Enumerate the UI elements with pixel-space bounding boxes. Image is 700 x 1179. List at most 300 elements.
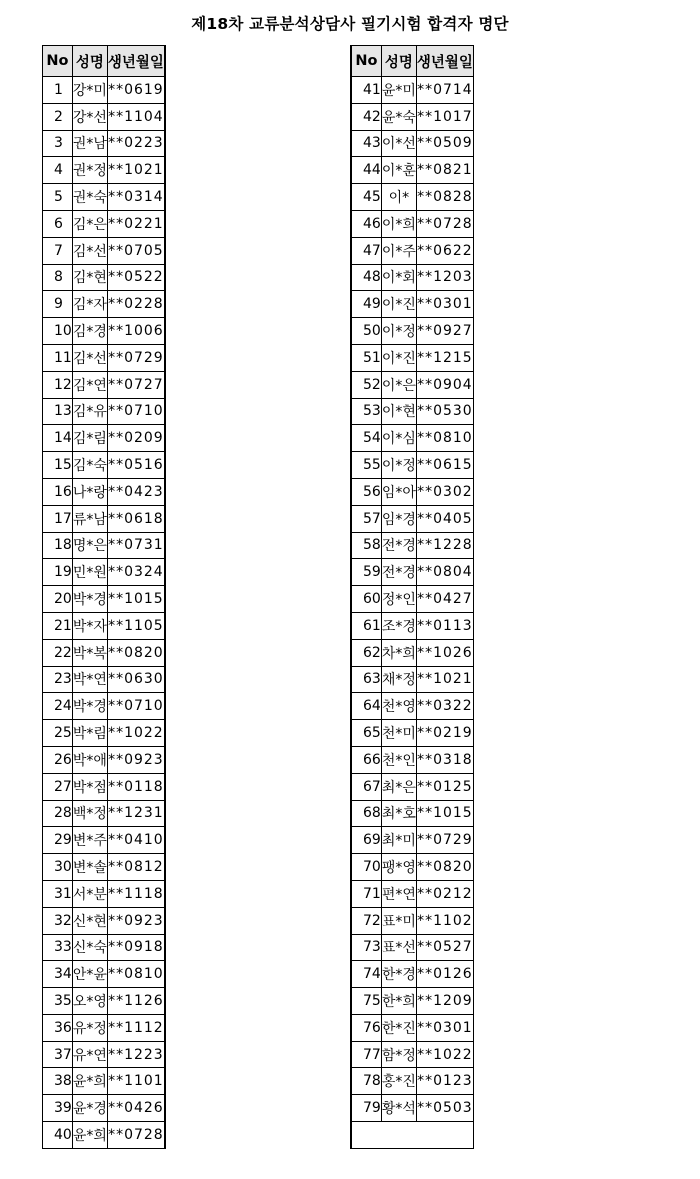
table-row	[43, 210, 165, 237]
row-birthdate: **1017	[416, 103, 473, 130]
row-number: 40	[43, 1122, 73, 1149]
row-name: 민*원	[72, 559, 107, 586]
row-birthdate: **0322	[416, 693, 473, 720]
row-birthdate: **0209	[107, 425, 165, 452]
row-birthdate: **0212	[416, 880, 473, 907]
row-number: 9	[43, 291, 73, 318]
table-row	[351, 157, 473, 184]
row-number: 16	[43, 478, 73, 505]
left-results-table	[42, 45, 166, 1149]
row-name: 윤*희	[72, 1122, 107, 1149]
row-birthdate: **0622	[416, 237, 473, 264]
row-name: 이*회	[381, 264, 416, 291]
row-number: 60	[351, 586, 381, 613]
row-name: 김*연	[72, 371, 107, 398]
row-name: 이*	[381, 184, 416, 211]
row-number: 65	[351, 720, 381, 747]
row-name: 박*점	[72, 773, 107, 800]
row-name: 채*정	[381, 666, 416, 693]
row-number: 70	[351, 854, 381, 881]
table-row	[43, 398, 165, 425]
row-number: 44	[351, 157, 381, 184]
row-name: 한*경	[381, 961, 416, 988]
row-name: 안*윤	[72, 961, 107, 988]
row-number: 37	[43, 1041, 73, 1068]
row-birthdate: **1021	[107, 157, 165, 184]
table-row	[43, 318, 165, 345]
table-row	[43, 291, 165, 318]
table-row	[43, 130, 165, 157]
row-number: 76	[351, 1014, 381, 1041]
row-birthdate: **0904	[416, 371, 473, 398]
row-name: 신*현	[72, 907, 107, 934]
row-name: 표*선	[381, 934, 416, 961]
table-row	[351, 344, 473, 371]
table-row	[351, 371, 473, 398]
row-birthdate: **0301	[416, 1014, 473, 1041]
row-birthdate: **1126	[107, 988, 165, 1015]
table-row	[351, 639, 473, 666]
row-number: 50	[351, 318, 381, 345]
row-birthdate: **0729	[107, 344, 165, 371]
row-name: 김*현	[72, 264, 107, 291]
table-row	[43, 237, 165, 264]
row-number: 27	[43, 773, 73, 800]
table-row	[43, 720, 165, 747]
row-name: 차*희	[381, 639, 416, 666]
row-birthdate: **1104	[107, 103, 165, 130]
row-birthdate: **0619	[107, 77, 165, 104]
row-name: 김*자	[72, 291, 107, 318]
table-row	[43, 103, 165, 130]
row-number: 22	[43, 639, 73, 666]
table-row	[43, 77, 165, 104]
row-number: 78	[351, 1068, 381, 1095]
table-row	[351, 854, 473, 881]
row-number: 42	[351, 103, 381, 130]
row-birthdate: **0727	[107, 371, 165, 398]
row-number: 35	[43, 988, 73, 1015]
row-number: 29	[43, 827, 73, 854]
row-name: 김*경	[72, 318, 107, 345]
row-name: 천*영	[381, 693, 416, 720]
row-birthdate: **0728	[416, 210, 473, 237]
row-name: 편*연	[381, 880, 416, 907]
row-birthdate: **1209	[416, 988, 473, 1015]
row-name: 박*경	[72, 586, 107, 613]
row-name: 권*남	[72, 130, 107, 157]
row-birthdate: **0405	[416, 505, 473, 532]
table-row	[43, 612, 165, 639]
row-birthdate: **1022	[107, 720, 165, 747]
row-name: 이*선	[381, 130, 416, 157]
table-row	[43, 157, 165, 184]
row-name: 최*은	[381, 773, 416, 800]
table-row	[43, 425, 165, 452]
row-name: 윤*미	[381, 77, 416, 104]
table-row	[43, 1095, 165, 1122]
table-row	[351, 237, 473, 264]
row-number: 39	[43, 1095, 73, 1122]
header-birth: 생년월일	[107, 46, 165, 77]
row-number: 62	[351, 639, 381, 666]
row-birthdate: **0228	[107, 291, 165, 318]
row-birthdate: **1006	[107, 318, 165, 345]
row-number: 51	[351, 344, 381, 371]
table-row	[351, 210, 473, 237]
table-row	[43, 505, 165, 532]
table-row	[43, 559, 165, 586]
row-birthdate: **0426	[107, 1095, 165, 1122]
row-name: 이*정	[381, 318, 416, 345]
row-number: 10	[43, 318, 73, 345]
row-name: 박*복	[72, 639, 107, 666]
row-birthdate: **0427	[416, 586, 473, 613]
row-birthdate: **0522	[107, 264, 165, 291]
row-name: 표*미	[381, 907, 416, 934]
row-number: 34	[43, 961, 73, 988]
row-birthdate: **0113	[416, 612, 473, 639]
row-birthdate: **0530	[416, 398, 473, 425]
table-row	[351, 746, 473, 773]
row-birthdate: **0729	[416, 827, 473, 854]
row-number: 47	[351, 237, 381, 264]
row-number: 43	[351, 130, 381, 157]
row-birthdate: **1015	[416, 800, 473, 827]
row-name: 변*주	[72, 827, 107, 854]
row-number: 54	[351, 425, 381, 452]
row-name: 전*경	[381, 532, 416, 559]
table-row	[43, 854, 165, 881]
row-name: 한*희	[381, 988, 416, 1015]
table-row	[351, 184, 473, 211]
row-birthdate: **0118	[107, 773, 165, 800]
row-name: 백*정	[72, 800, 107, 827]
table-row	[43, 452, 165, 479]
row-number: 8	[43, 264, 73, 291]
row-birthdate: **0516	[107, 452, 165, 479]
table-row	[351, 773, 473, 800]
row-number: 25	[43, 720, 73, 747]
table-row	[351, 586, 473, 613]
row-birthdate: **1112	[107, 1014, 165, 1041]
row-birthdate: **1026	[416, 639, 473, 666]
row-name: 함*정	[381, 1041, 416, 1068]
table-row	[351, 961, 473, 988]
row-name: 천*미	[381, 720, 416, 747]
row-number: 26	[43, 746, 73, 773]
row-birthdate: **0318	[416, 746, 473, 773]
table-row	[351, 291, 473, 318]
table-row	[43, 1014, 165, 1041]
row-number: 64	[351, 693, 381, 720]
right-results-table	[350, 45, 474, 1149]
table-row	[351, 907, 473, 934]
row-number: 67	[351, 773, 381, 800]
table-row	[351, 1068, 473, 1095]
row-birthdate: **1118	[107, 880, 165, 907]
table-row	[43, 1068, 165, 1095]
row-birthdate: **0731	[107, 532, 165, 559]
row-name: 박*자	[72, 612, 107, 639]
row-number: 53	[351, 398, 381, 425]
table-row	[43, 988, 165, 1015]
row-birthdate: **1231	[107, 800, 165, 827]
row-name: 변*솔	[72, 854, 107, 881]
row-number: 55	[351, 452, 381, 479]
table-row	[43, 746, 165, 773]
header-name: 성명	[381, 46, 416, 77]
empty-cell	[351, 1122, 473, 1149]
row-birthdate: **0126	[416, 961, 473, 988]
row-birthdate: **0423	[107, 478, 165, 505]
row-birthdate: **1105	[107, 612, 165, 639]
row-number: 72	[351, 907, 381, 934]
table-row	[43, 880, 165, 907]
row-name: 김*은	[72, 210, 107, 237]
row-birthdate: **0810	[107, 961, 165, 988]
table-row	[43, 1041, 165, 1068]
row-number: 73	[351, 934, 381, 961]
row-number: 1	[43, 77, 73, 104]
table-row	[351, 130, 473, 157]
row-number: 75	[351, 988, 381, 1015]
row-birthdate: **0923	[107, 746, 165, 773]
row-name: 이*은	[381, 371, 416, 398]
row-number: 28	[43, 800, 73, 827]
table-row	[351, 559, 473, 586]
table-row	[43, 639, 165, 666]
table-row	[351, 103, 473, 130]
table-row	[351, 532, 473, 559]
table-row	[43, 184, 165, 211]
row-number: 14	[43, 425, 73, 452]
table-row	[351, 478, 473, 505]
row-number: 61	[351, 612, 381, 639]
row-birthdate: **0728	[107, 1122, 165, 1149]
table-row	[43, 934, 165, 961]
row-name: 임*경	[381, 505, 416, 532]
row-name: 한*진	[381, 1014, 416, 1041]
row-number: 19	[43, 559, 73, 586]
table-row	[351, 425, 473, 452]
row-number: 77	[351, 1041, 381, 1068]
row-name: 최*호	[381, 800, 416, 827]
row-name: 명*은	[72, 532, 107, 559]
row-birthdate: **0918	[107, 934, 165, 961]
table-row	[351, 666, 473, 693]
row-number: 4	[43, 157, 73, 184]
row-number: 20	[43, 586, 73, 613]
header-no: No	[351, 46, 381, 77]
table-row	[43, 800, 165, 827]
row-number: 41	[351, 77, 381, 104]
row-name: 팽*영	[381, 854, 416, 881]
row-name: 윤*경	[72, 1095, 107, 1122]
row-name: 나*랑	[72, 478, 107, 505]
row-birthdate: **0324	[107, 559, 165, 586]
table-row	[351, 1014, 473, 1041]
table-row	[43, 344, 165, 371]
row-name: 이*희	[381, 210, 416, 237]
table-row	[43, 907, 165, 934]
row-birthdate: **0223	[107, 130, 165, 157]
row-birthdate: **0302	[416, 478, 473, 505]
table-row	[351, 452, 473, 479]
row-name: 박*림	[72, 720, 107, 747]
row-name: 황*석	[381, 1095, 416, 1122]
table-row	[351, 880, 473, 907]
row-name: 유*정	[72, 1014, 107, 1041]
row-number: 12	[43, 371, 73, 398]
row-number: 46	[351, 210, 381, 237]
table-row	[351, 264, 473, 291]
row-name: 강*미	[72, 77, 107, 104]
row-birthdate: **0820	[416, 854, 473, 881]
row-name: 임*아	[381, 478, 416, 505]
table-row	[351, 505, 473, 532]
row-birthdate: **0410	[107, 827, 165, 854]
row-birthdate: **1228	[416, 532, 473, 559]
row-birthdate: **0615	[416, 452, 473, 479]
row-name: 이*훈	[381, 157, 416, 184]
row-number: 57	[351, 505, 381, 532]
header-birth: 생년월일	[416, 46, 473, 77]
row-number: 17	[43, 505, 73, 532]
row-name: 김*선	[72, 237, 107, 264]
row-number: 63	[351, 666, 381, 693]
empty-row	[351, 1122, 473, 1149]
row-birthdate: **0812	[107, 854, 165, 881]
row-birthdate: **0123	[416, 1068, 473, 1095]
table-row	[351, 720, 473, 747]
row-birthdate: **0710	[107, 693, 165, 720]
row-birthdate: **0927	[416, 318, 473, 345]
row-number: 49	[351, 291, 381, 318]
row-name: 박*경	[72, 693, 107, 720]
row-birthdate: **0810	[416, 425, 473, 452]
row-number: 71	[351, 880, 381, 907]
row-number: 36	[43, 1014, 73, 1041]
table-row	[351, 988, 473, 1015]
table-row	[351, 398, 473, 425]
row-number: 48	[351, 264, 381, 291]
row-name: 정*인	[381, 586, 416, 613]
row-birthdate: **0503	[416, 1095, 473, 1122]
row-birthdate: **1022	[416, 1041, 473, 1068]
row-name: 강*선	[72, 103, 107, 130]
table-row	[351, 318, 473, 345]
row-number: 74	[351, 961, 381, 988]
table-row	[43, 827, 165, 854]
row-number: 56	[351, 478, 381, 505]
table-row	[351, 934, 473, 961]
table-row	[43, 264, 165, 291]
row-number: 52	[351, 371, 381, 398]
row-name: 서*분	[72, 880, 107, 907]
row-name: 천*인	[381, 746, 416, 773]
row-number: 59	[351, 559, 381, 586]
table-row	[351, 1095, 473, 1122]
table-row	[351, 800, 473, 827]
row-number: 69	[351, 827, 381, 854]
row-number: 79	[351, 1095, 381, 1122]
row-name: 조*경	[381, 612, 416, 639]
row-number: 45	[351, 184, 381, 211]
row-number: 33	[43, 934, 73, 961]
row-number: 24	[43, 693, 73, 720]
table-row	[43, 1122, 165, 1149]
row-birthdate: **1215	[416, 344, 473, 371]
row-name: 홍*진	[381, 1068, 416, 1095]
table-row	[43, 532, 165, 559]
row-birthdate: **0527	[416, 934, 473, 961]
row-number: 11	[43, 344, 73, 371]
row-birthdate: **0618	[107, 505, 165, 532]
table-row	[351, 827, 473, 854]
row-number: 31	[43, 880, 73, 907]
row-number: 18	[43, 532, 73, 559]
row-name: 유*연	[72, 1041, 107, 1068]
row-name: 오*영	[72, 988, 107, 1015]
row-birthdate: **0630	[107, 666, 165, 693]
table-row	[43, 371, 165, 398]
row-number: 66	[351, 746, 381, 773]
row-number: 5	[43, 184, 73, 211]
row-birthdate: **0821	[416, 157, 473, 184]
row-name: 이*심	[381, 425, 416, 452]
row-number: 21	[43, 612, 73, 639]
row-birthdate: **0820	[107, 639, 165, 666]
row-number: 32	[43, 907, 73, 934]
row-birthdate: **1102	[416, 907, 473, 934]
table-row	[351, 77, 473, 104]
table-row	[43, 773, 165, 800]
row-birthdate: **0714	[416, 77, 473, 104]
table-row	[351, 1041, 473, 1068]
row-birthdate: **0125	[416, 773, 473, 800]
row-birthdate: **0314	[107, 184, 165, 211]
row-name: 류*남	[72, 505, 107, 532]
row-number: 38	[43, 1068, 73, 1095]
table-row	[43, 693, 165, 720]
row-number: 30	[43, 854, 73, 881]
row-number: 68	[351, 800, 381, 827]
row-name: 최*미	[381, 827, 416, 854]
row-number: 13	[43, 398, 73, 425]
row-birthdate: **1203	[416, 264, 473, 291]
table-row	[43, 666, 165, 693]
row-birthdate: **0219	[416, 720, 473, 747]
header-no: No	[43, 46, 73, 77]
row-name: 김*선	[72, 344, 107, 371]
table-header-row	[351, 46, 473, 77]
row-number: 23	[43, 666, 73, 693]
row-number: 3	[43, 130, 73, 157]
row-name: 이*진	[381, 344, 416, 371]
row-birthdate: **0509	[416, 130, 473, 157]
row-name: 김*림	[72, 425, 107, 452]
row-birthdate: **1015	[107, 586, 165, 613]
row-birthdate: **1223	[107, 1041, 165, 1068]
table-row	[43, 478, 165, 505]
row-number: 7	[43, 237, 73, 264]
row-birthdate: **0804	[416, 559, 473, 586]
row-birthdate: **0710	[107, 398, 165, 425]
row-name: 김*유	[72, 398, 107, 425]
row-birthdate: **0923	[107, 907, 165, 934]
table-row	[351, 693, 473, 720]
